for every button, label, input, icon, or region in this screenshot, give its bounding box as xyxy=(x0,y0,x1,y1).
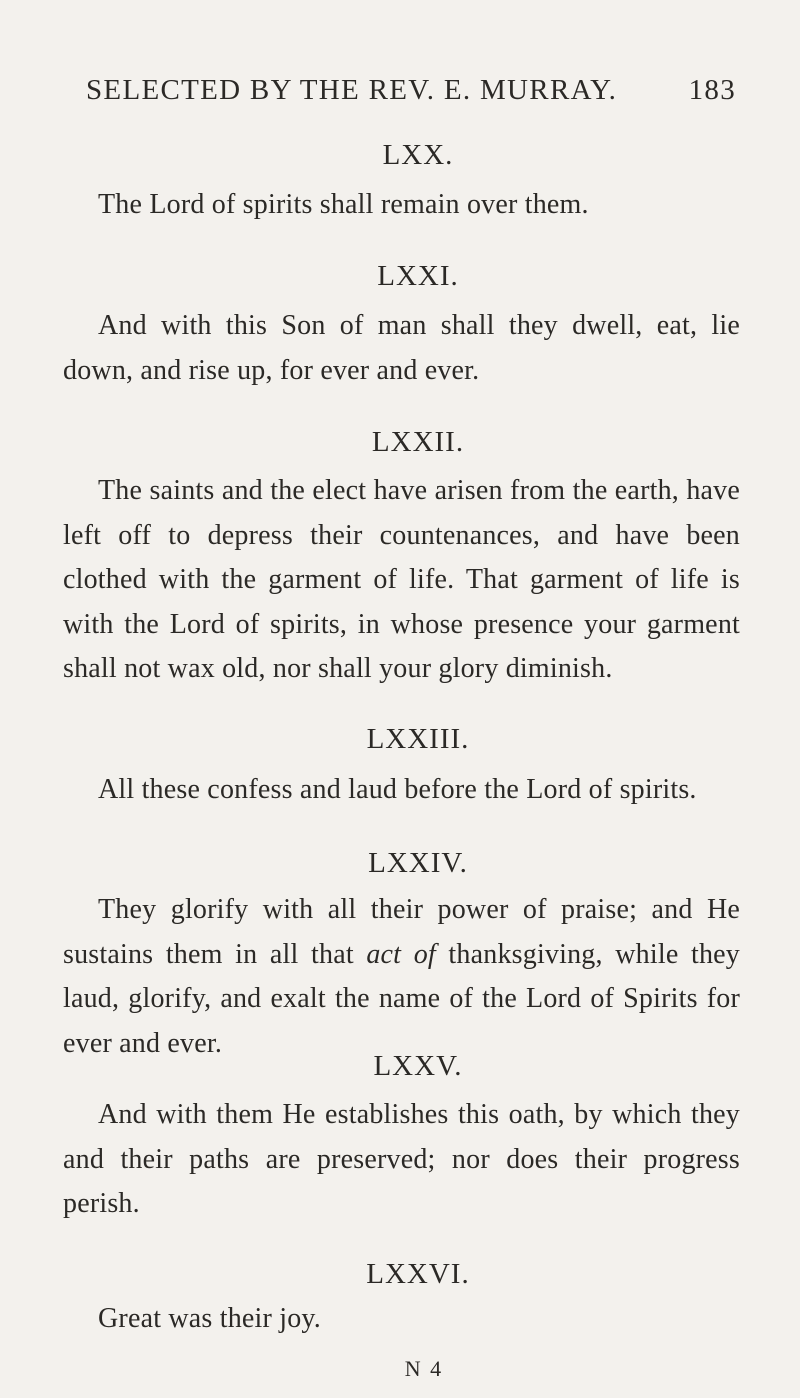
section-paragraph: And with them He establishes this oath, by which they and their paths are preserved; nor does their progress perish. xyxy=(63,1099,740,1219)
page-number: 183 xyxy=(688,74,736,106)
section-paragraph: Great was their joy. xyxy=(98,1303,321,1334)
section-heading: LXXIII. xyxy=(366,723,470,755)
paragraph-italic-text: act of xyxy=(366,938,436,970)
section-heading: LXXI. xyxy=(377,260,459,292)
paragraph-text: thanksgiving, while they laud, glorify, and exalt the name of the Lord of Spirits for ever and ever. xyxy=(63,938,741,1059)
running-head-title: SELECTED BY THE REV. E. MURRAY. xyxy=(86,74,618,106)
section-heading: LXXVI. xyxy=(366,1258,470,1290)
section-paragraph: The Lord of spirits shall remain over them. xyxy=(98,189,589,220)
section-heading: LXXIV. xyxy=(368,847,468,879)
section-heading: LXXV. xyxy=(373,1050,463,1082)
paragraph-text: They glorify with all their power of praise; and He sustains them in all that xyxy=(63,894,740,970)
section-heading: LXXII. xyxy=(371,426,465,458)
running-head xyxy=(86,76,736,105)
section-paragraph: All these confess and laud before the Lord of spirits. xyxy=(98,774,697,805)
section-paragraph: And with this Son of man shall they dwell, eat, lie down, and rise up, for ever and ever. xyxy=(63,310,740,386)
section-paragraph xyxy=(63,888,740,1066)
signature-mark: N 4 xyxy=(404,1356,444,1381)
section-heading: LXX. xyxy=(382,139,454,171)
section-paragraph: The saints and the elect have arisen from the earth, have left off to depress their countenances, and have been clothed with the garment of life. That garment of life is with the Lord of spirits, in whose presence your garment shall not wax old, nor shall your glory diminish. xyxy=(63,475,740,684)
